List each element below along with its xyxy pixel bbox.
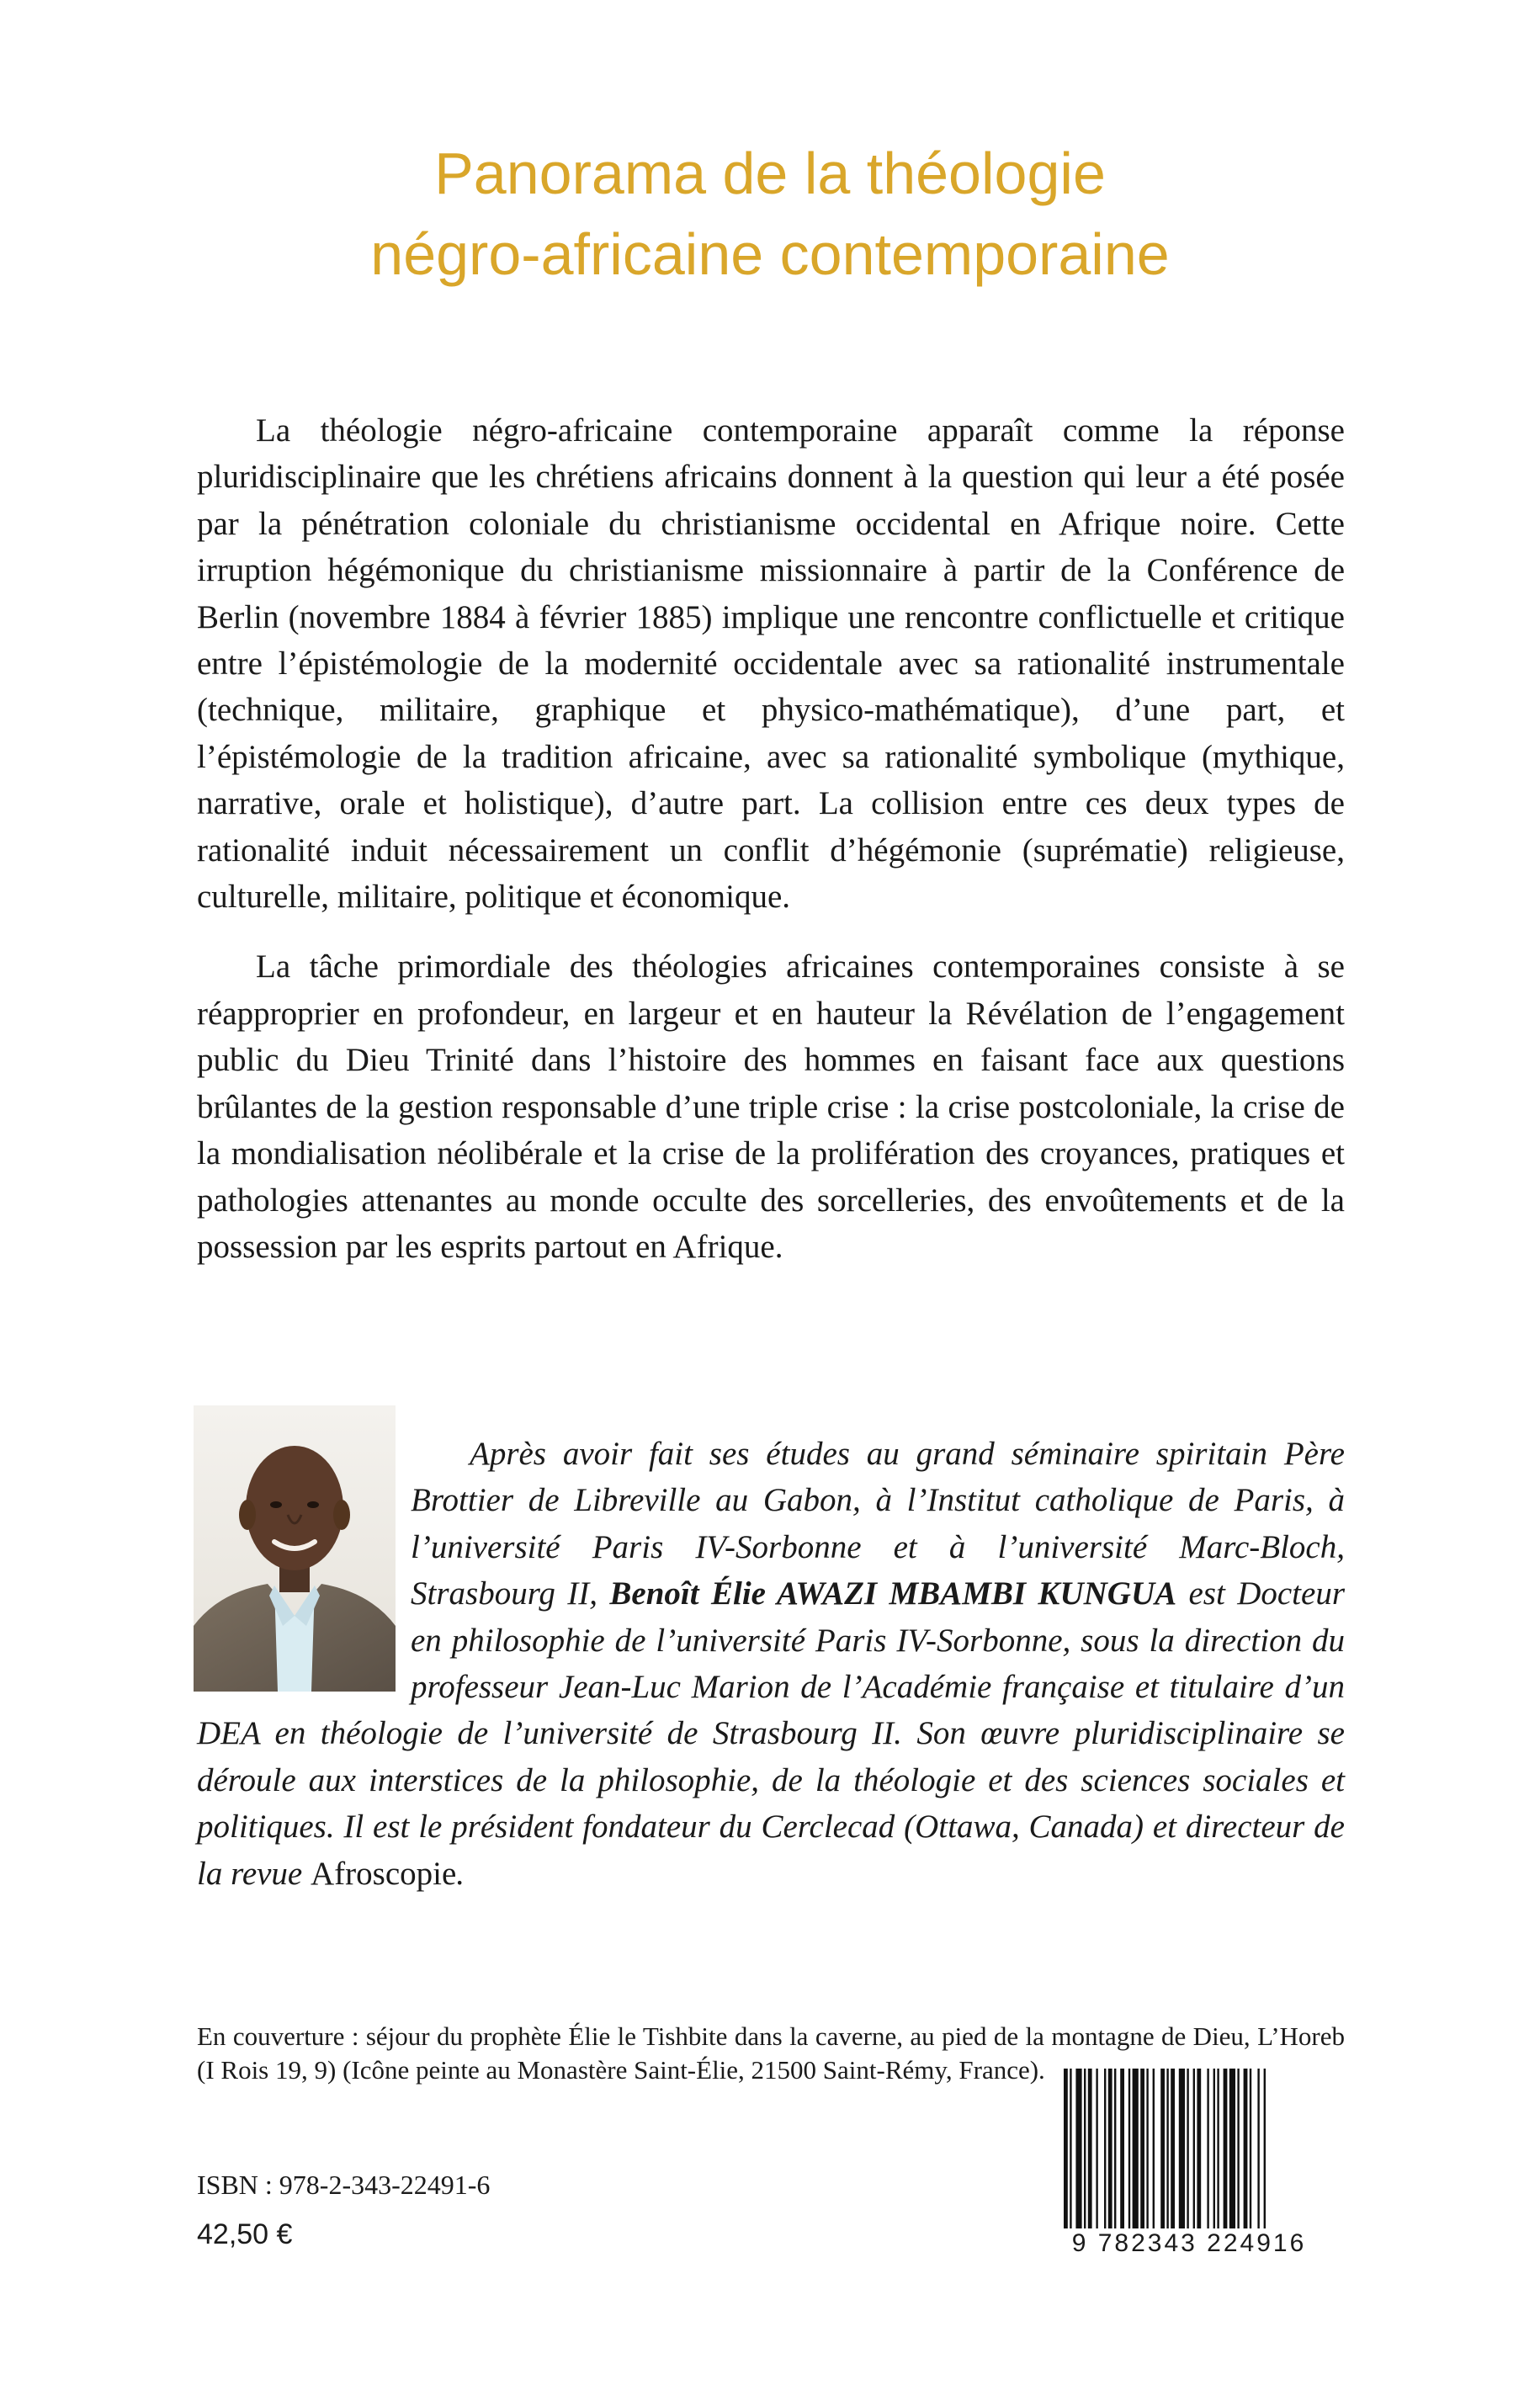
bio-text-end: . xyxy=(456,1855,465,1892)
back-cover-summary xyxy=(197,407,1345,1270)
cover-credit: En couverture : séjour du prophète Élie le Tishbite dans la caverne, au pied de la montagne de Dieu, L’Horeb (I Rois 19, 9) (Icône peinte au Monastère Saint-Élie, 21500 Saint-Rémy, France). xyxy=(197,2021,1345,2085)
barcode-number: 9 782343 224916 xyxy=(1059,2228,1320,2259)
author-portrait xyxy=(194,1405,396,1692)
book-title xyxy=(0,133,1540,295)
isbn-label: ISBN : 978-2-343-22491-6 xyxy=(197,2170,491,2200)
title-line-2: négro-africaine contemporaine xyxy=(370,221,1170,287)
journal-name: Afroscopie xyxy=(311,1855,457,1892)
bio-text-main: est Docteur en philosophie de l’université Paris IV-Sorbonne, sous la direction du professeur Jean-Luc Marion de l’Académie française et titulaire d’un DEA en théologie de l’université de Strasbourg II. Son œuvre pluridisciplinaire se déroule aux interstices de la philosophie, de la théologie et des sciences sociales et politiques. Il est le président fondateur du Cerclecad (Ottawa, Canada) et directeur de la revue xyxy=(197,1575,1345,1892)
author-name: Benoît Élie AWAZI MBAMBI KUNGUA xyxy=(609,1575,1177,1612)
author-biography xyxy=(197,1431,1345,1897)
summary-paragraph-1: La théologie négro-africaine contemporaine apparaît comme la réponse pluridisciplinaire que les chrétiens africains donnent à la question qui leur a été posée par la pénétration coloniale du christianisme occidental en Afrique noire. Cette irruption hégémonique du christianisme missionnaire à partir de la Conférence de Berlin (novembre 1884 à février 1885) implique une rencontre conflictuelle et critique entre l’épistémologie de la modernité occidentale avec sa rationalité instrumentale (technique, militaire, graphique et physico-mathématique), d’une part, et l’épistémologie de la tradition africaine, avec sa rationalité symbolique (mythique, narrative, orale et holistique), d’autre part. La collision entre ces deux types de rationalité induit nécessairement un conflit d’hégémonie (suprématie) religieuse, culturelle, militaire, politique et économique. xyxy=(197,412,1345,916)
title-line-1: Panorama de la théologie xyxy=(434,141,1106,206)
price-label: 42,50 € xyxy=(197,2218,293,2250)
bio-text-intro: Après avoir fait ses études au grand séminaire spiritain Père Brottier de Libreville au Gabon, à l’Institut catholique de Paris, à l’université Paris IV-Sorbonne et à l’université Marc-Bloch, Strasbourg II, xyxy=(411,1436,1345,1612)
summary-paragraph-2: La tâche primordiale des théologies africaines contemporaines consiste à se réapproprier en profondeur, en largeur et en hauteur la Révélation de l’engagement public du Dieu Trinité dans l’histoire des hommes en faisant face aux questions brûlantes de la gestion responsable d’une triple crise : la crise postcoloniale, la crise de la mondialisation néolibérale et la crise de la prolifération des croyances, pratiques et pathologies attenantes au monde occulte des sorcelleries, des envoûtements et de la possession par les esprits partout en Afrique. xyxy=(197,948,1345,1265)
